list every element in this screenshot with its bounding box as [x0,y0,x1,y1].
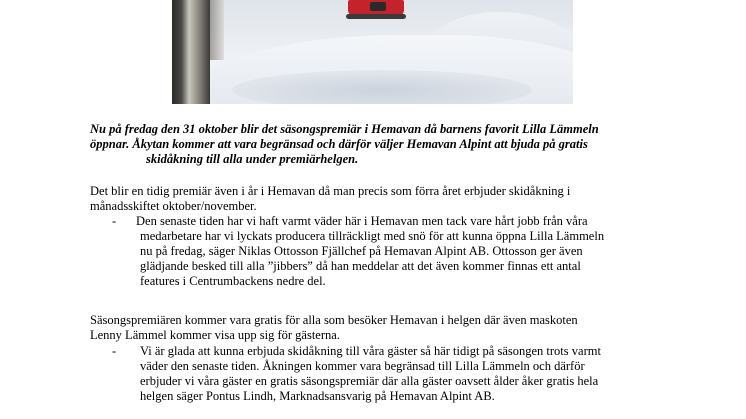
paragraph-line: Lenny Lämmel kommer visa upp sig för gästerna. [90,328,340,342]
bullet-line: nu på fredag, säger Niklas Ottosson Fjällchef på Hemavan Alpint AB. Ottosson ger även [140,244,583,258]
bullet-line: features i Centrumbackens nedre del. [140,274,326,288]
snow-groomer-cabin [370,2,386,11]
intro-line: skidåkning till alla under premiärhelgen. [146,152,359,166]
birch-tree-trunk [172,0,210,104]
paragraph-free-premiere [90,313,710,343]
paragraph-line: Säsongspremiären kommer vara gratis för alla som besöker Hemavan i helgen där även maskoten [90,313,578,327]
paragraph-early-premiere [90,184,710,214]
bullet-line: helgen säger Pontus Lindh, Marknadsansvarig på Hemavan Alpint AB. [140,389,495,403]
intro-paragraph [90,122,710,167]
bullet-line: erbjuder vi våra gäster en gratis säsongspremiär där alla gäster oavsett ålder åker gratis hela [140,374,599,388]
intro-line: öppnar. Åkytan kommer att vara begränsad och därför väljer Hemavan Alpint att bjuda på gratis [90,137,588,151]
bullet-line: glädjande besked till alla ”jibbers” då han meddelar att det även kommer finnas ett antal [140,259,581,273]
bullet-dash: - [112,214,117,228]
snow-grooming-photo [172,0,573,104]
snow-groomer-track [346,14,406,19]
paragraph-line: Det blir en tidig premiär även i år i Hemavan då man precis som förra året erbjuder skidåkning i [90,184,571,198]
bullet-line: väder den senaste tiden. Åkningen kommer vara begränsad till Lilla Lämmeln och därför [140,359,585,373]
bullet-line: medarbetare har vi lyckats producera tillräckligt med snö för att kunna öppna Lilla Lämmeln [140,229,605,243]
bullet-line: Den senaste tiden har vi haft varmt väder här i Hemavan men tack vare hårt jobb från våra [136,214,588,228]
intro-line: Nu på fredag den 31 oktober blir det säsongspremiär i Hemavan då barnens favorit Lilla Lämmeln [90,122,599,136]
paragraph-line: månadsskiftet oktober/november. [90,199,257,213]
quote-bullet-ottosson [90,214,710,289]
quote-bullet-lindh [90,344,710,404]
bullet-dash: - [112,344,117,358]
birch-tree-branch [210,0,224,60]
bullet-line: Vi är glada att kunna erbjuda skidåkning till våra gäster så här tidigt på säsongen trots varmt [140,344,601,358]
snow-shadow [232,70,532,104]
